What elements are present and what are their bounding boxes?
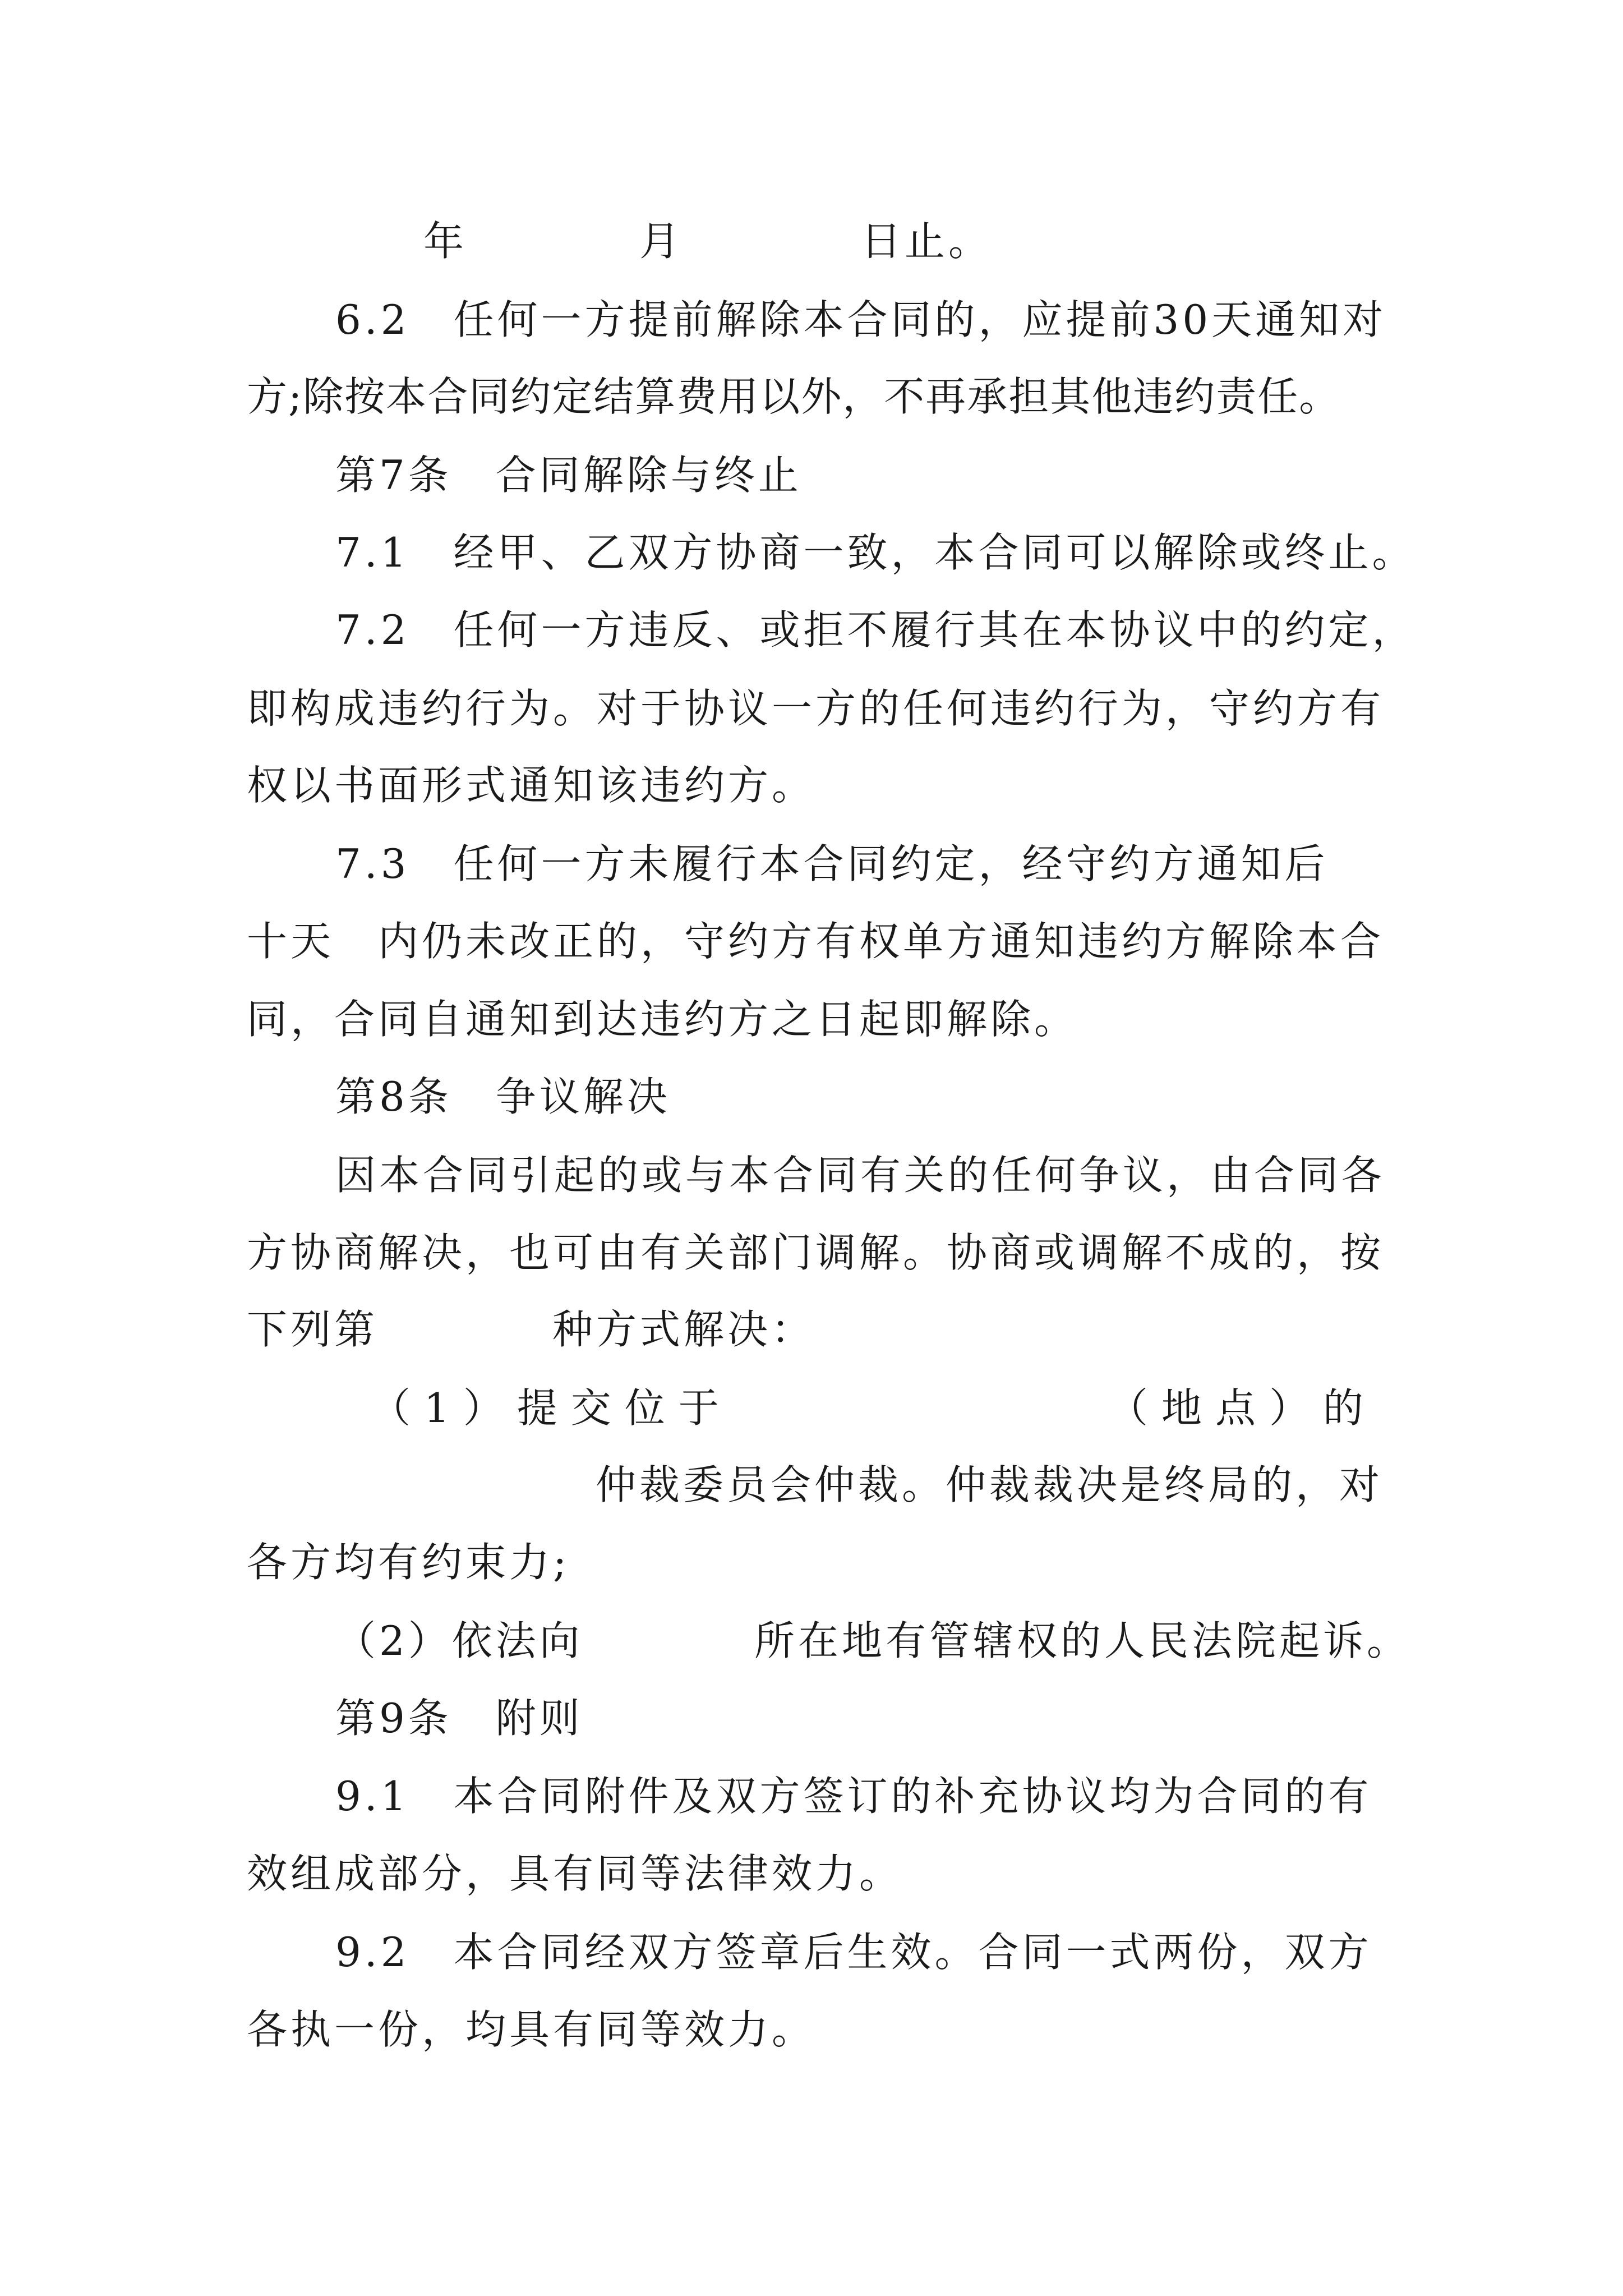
text-segment: 效组成部分，具有同等法律效力。 xyxy=(247,1850,903,1897)
text-segment: 各执一份，均具有同等效力。 xyxy=(247,2006,816,2053)
text-segment: 下列第 xyxy=(247,1306,379,1353)
text-segment: 即构成违约行为。对于协议一方的任何违约行为，守约方有 xyxy=(247,685,1385,732)
text-segment: 9.2 本合同经双方签章后生效。合同一式两份，双方 xyxy=(335,1929,1372,1976)
text-segment: 第9条 附则 xyxy=(335,1695,583,1742)
text-segment: 因本合同引起的或与本合同有关的任何争议，由合同各 xyxy=(335,1152,1386,1199)
text-segment: 所在地有管辖权的人民法院起诉。 xyxy=(754,1617,1411,1664)
text-segment: 7.2 任何一方违反、或拒不履行其在本协议中的约定， xyxy=(335,606,1416,654)
text-segment: 同，合同自通知到达违约方之日起即解除。 xyxy=(247,996,1078,1043)
text-segment: （1）提交位于 xyxy=(370,1384,732,1432)
text-segment: 方协商解决，也可由有关部门调解。协商或调解不成的，按 xyxy=(247,1229,1385,1276)
text-segment: 第8条 争议解决 xyxy=(335,1073,671,1120)
day-end-label: 日止。 xyxy=(861,218,993,265)
text-segment: 第7条 合同解除与终止 xyxy=(335,452,802,499)
text-segment: 7.3 任何一方未履行本合同约定，经守约方通知后 xyxy=(335,840,1329,887)
text-segment: 权以书面形式通知该违约方。 xyxy=(247,762,816,809)
text-segment: （地点）的 xyxy=(1108,1384,1377,1432)
text-segment: （2）依法向 xyxy=(335,1617,583,1664)
year-label: 年 xyxy=(423,218,468,265)
text-segment: 9.1 本合同附件及双方签订的补充协议均为合同的有 xyxy=(335,1773,1372,1820)
text-segment: 各方均有约束力; xyxy=(247,1539,570,1586)
text-segment: 种方式解决： xyxy=(552,1306,815,1353)
text-segment: 6.2 任何一方提前解除本合同的，应提前30天通知对 xyxy=(335,296,1387,343)
text-segment: 7.1 经甲、乙双方协商一致，本合同可以解除或终止。 xyxy=(335,529,1416,576)
month-label: 月 xyxy=(639,218,684,265)
text-segment: 仲裁委员会仲裁。仲裁裁决是终局的，对 xyxy=(596,1461,1384,1508)
text-segment: 十天 内仍未改正的，守约方有权单方通知违约方解除本合 xyxy=(247,918,1385,965)
text-segment: 方;除按本合同约定结算费用以外，不再承担其他违约责任。 xyxy=(247,373,1341,420)
